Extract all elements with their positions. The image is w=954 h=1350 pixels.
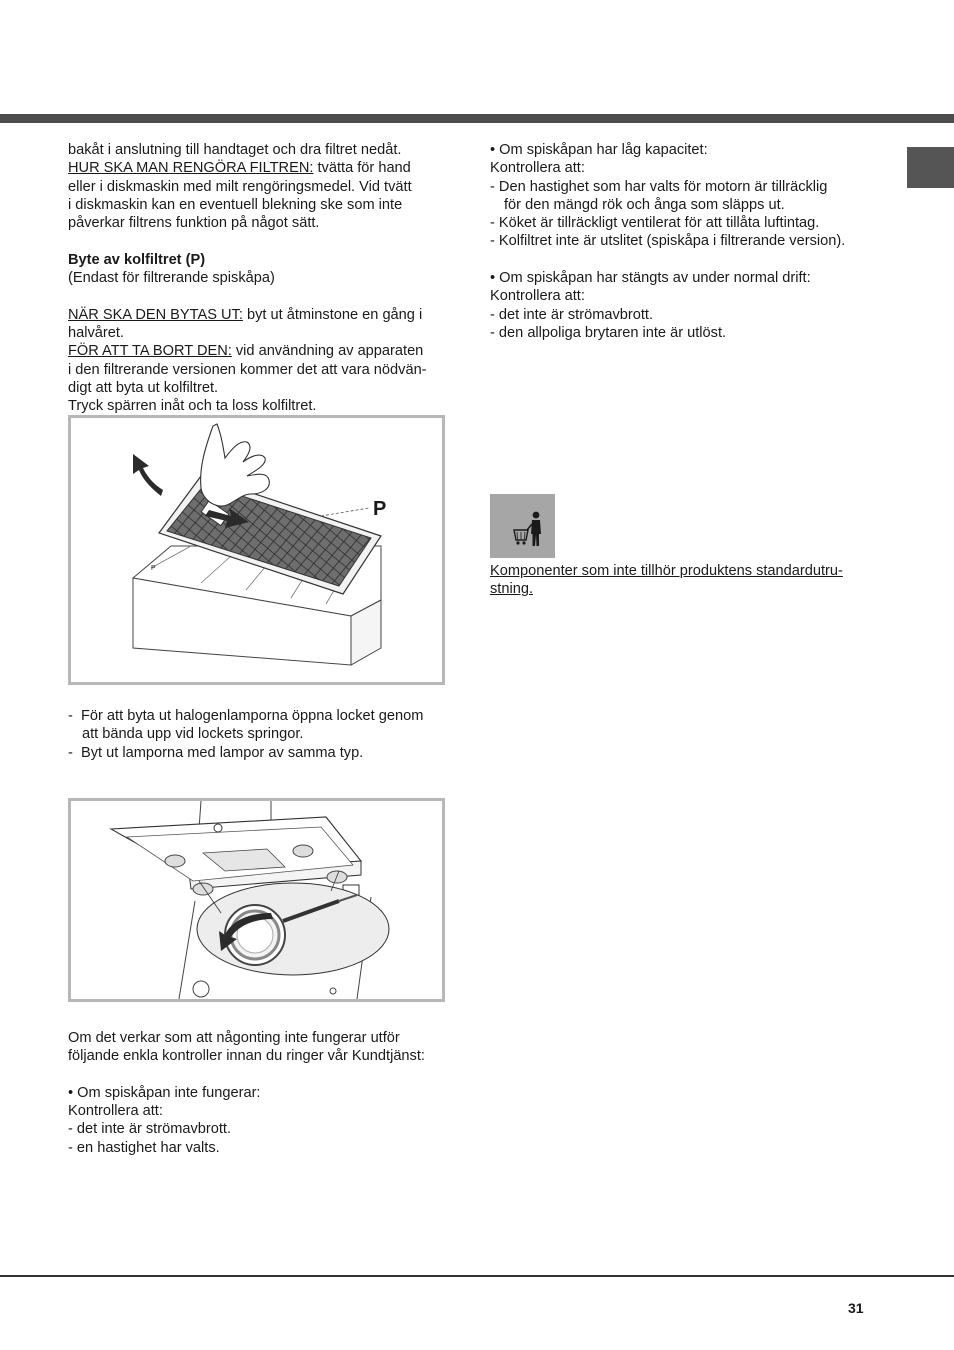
cleaning-paragraph: HUR SKA MAN RENGÖRA FILTREN: tvätta för hand (68, 160, 411, 177)
list-item: - Den hastighet som har valts för motorn är tillräcklig (490, 178, 828, 195)
case-low-capacity-title: • Om spiskåpan har låg kapacitet: (490, 142, 708, 158)
case-stopped-title: • Om spiskåpan har stängts av under normal drift: (490, 270, 811, 287)
remove-heading: FÖR ATT TA BORT DEN: (68, 343, 232, 360)
list-item: - Byt ut lamporna med lampor av samma typ. (68, 744, 364, 761)
remove-paragraph: FÖR ATT TA BORT DEN: vid användning av apparaten (68, 343, 424, 360)
lamp-replacement-steps: - För att byta ut halogenlamporna öppna locket genom att bända upp vid lockets springor. - Byt ut lamporna med lampor av samma typ. (68, 707, 448, 762)
shopping-cart-person-icon (490, 494, 555, 558)
right-column: • Om spiskåpan har låg kapacitet: Kontrollera att: - Den hastighet som har valts för motorn är tillräcklig för den mängd rök och ånga som släpps ut. - Köket är tillräckligt ventilerat för att tillåta luftintag. - Kolfiltret inte är utslitet (spiskåpa i filtrerande version). • Om spiskåpan har stängts av under normal drift: Kontrollera att: - det inte är strömavbrott. - den allpoliga brytaren inte är utlöst. (490, 141, 890, 342)
carbon-filter-title: Byte av kolfiltret (P) (68, 251, 206, 268)
when-replace-heading: NÄR SKA DEN BYTAS UT: (68, 306, 243, 323)
list-item: - Köket är tillräckligt ventilerat för att tillåta luftintag. (490, 215, 820, 232)
page-number: 31 (848, 1300, 864, 1316)
list-item: - det inte är strömavbrott. (68, 1121, 232, 1138)
when-replace-paragraph: NÄR SKA DEN BYTAS UT: byt ut åtminstone en gång i (68, 306, 423, 323)
left-column: bakåt i anslutning till handtaget och dra filtret nedåt. HUR SKA MAN RENGÖRA FILTREN: tvätta för hand eller i diskmaskin med milt rengöringsmedel. Vid tvätt i diskmaskin kan en eventuell blekning ske som inte påverkar filtrens funktion på något sätt. Byte av kolfiltret (P) (Endast för filtrerande spiskåpa) NÄR SKA DEN BYTAS UT: byt ut åtminstone en gång i halvåret. FÖR ATT TA BORT DEN: vid användning av apparaten i den filtrerande versionen kommer det att vara nödvän- digt att byta ut kolfiltret. Tryck spärren inåt och ta loss kolfiltret. (68, 141, 448, 415)
list-item: - det inte är strömavbrott. (490, 306, 654, 323)
carbon-filter-illustration (68, 415, 445, 685)
small-p-label: P (151, 565, 156, 572)
carbon-filter-subtitle: (Endast för filtrerande spiskåpa) (68, 270, 275, 287)
list-item: - Kolfiltret inte är utslitet (spiskåpa i filtrerande version). (490, 233, 846, 250)
list-item: - en hastighet har valts. (68, 1139, 220, 1156)
footer-rule (0, 1275, 954, 1277)
lamp-replacement-illustration (68, 798, 445, 1002)
case-not-working-title: • Om spiskåpan inte fungerar: (68, 1084, 261, 1101)
language-tab (907, 147, 954, 188)
list-item: - För att byta ut halogenlamporna öppna locket genom (68, 708, 424, 724)
accessories-note: Komponenter som inte tillhör produktens standardutru- stning. (490, 563, 843, 598)
intro-line: bakåt i anslutning till handtaget och dra filtret nedåt. (68, 142, 402, 158)
header-bar (0, 114, 954, 123)
filter-callout-label: P (373, 498, 387, 520)
curved-arrow-icon (133, 454, 163, 496)
cleaning-heading: HUR SKA MAN RENGÖRA FILTREN: (68, 160, 314, 177)
troubleshooting-section: Om det verkar som att någonting inte fungerar utför följande enkla kontroller innan du ringer vår Kundtjänst: • Om spiskåpan inte fungerar: Kontrollera att: - det inte är strömavbrott. - en hastighet har valts. (68, 1029, 448, 1157)
list-item: - den allpoliga brytaren inte är utlöst. (490, 324, 727, 341)
